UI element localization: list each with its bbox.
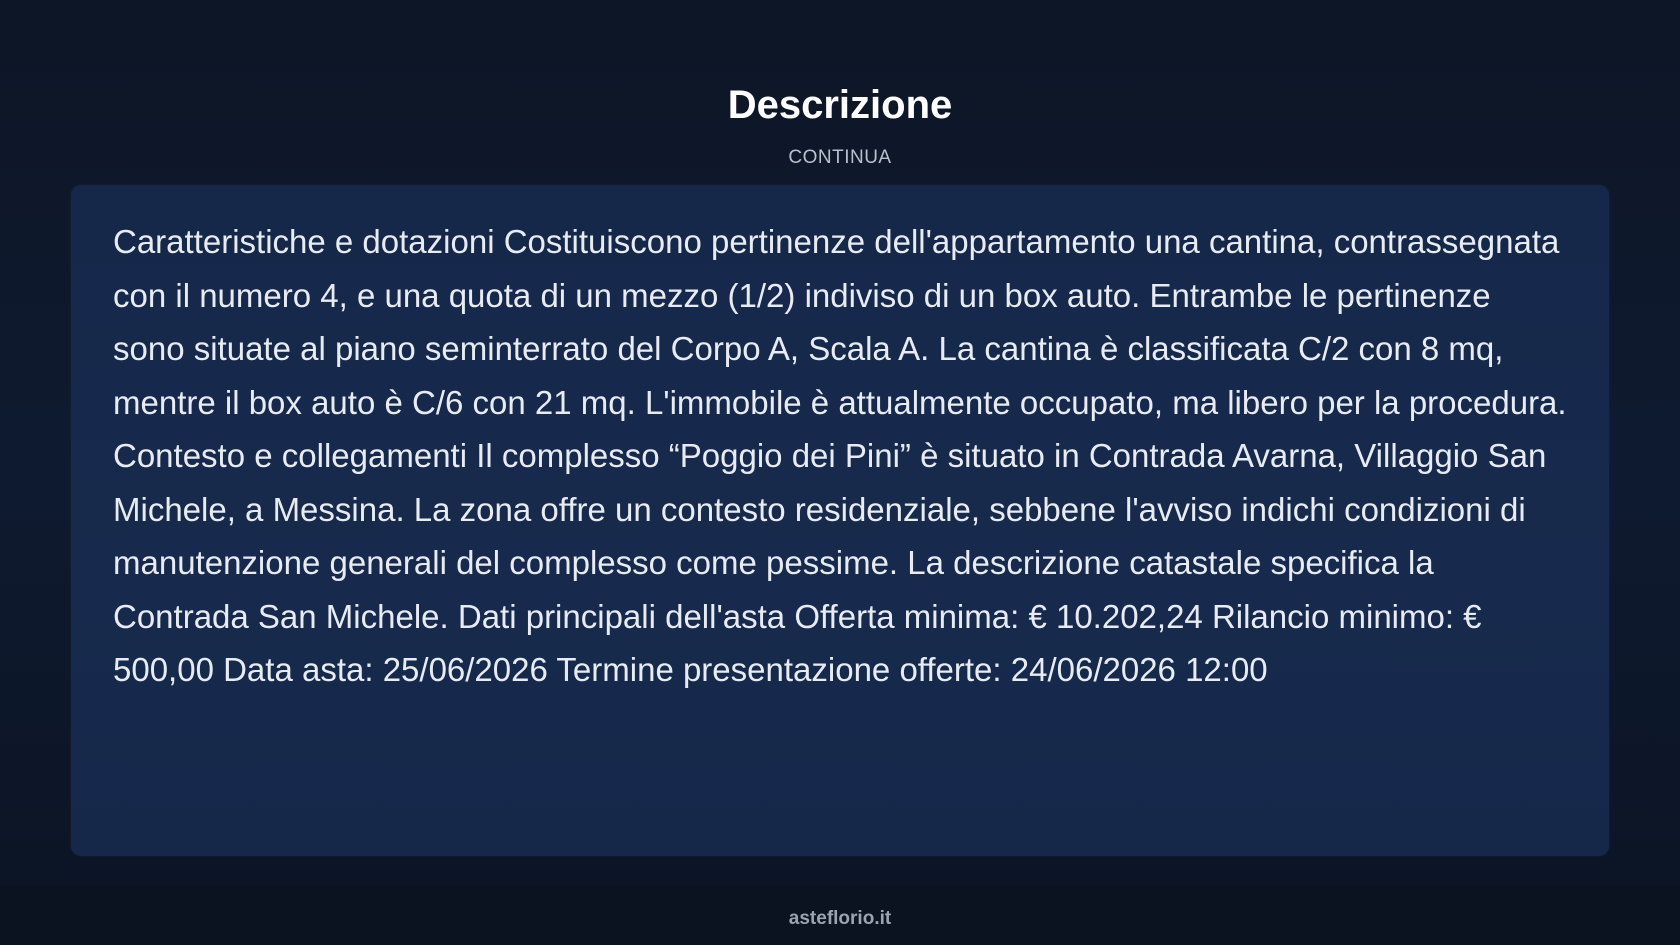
continue-link[interactable]: CONTINUA [788, 147, 892, 168]
description-card [71, 185, 1609, 856]
footer-site-name: asteflorio.it [788, 908, 892, 929]
header [0, 78, 1680, 170]
page-title: Descrizione [727, 83, 953, 127]
description-text: Caratteristiche e dotazioni Costituiscono pertinenze dell'appartamento una cantina, contrassegnata con il numero 4, e una quota di un mezzo (1/2) indiviso di un box auto. Entrambe le pertinenze sono situate al piano seminterrato del Corpo A, Scala A. La cantina è classificata C/2 con 8 mq, mentre il box auto è C/6 con 21 mq. L'immobile è attualmente occupato, ma libero per la procedura. Contesto e collegamenti Il complesso “Poggio dei Pini” è situato in Contrada Avarna, Villaggio San Michele, a Messina. La zona offre un contesto residenziale, sebbene l'avviso indichi condizioni di manutenzione generali del complesso come pessime. La descrizione catastale specifica la Contrada San Michele. Dati principali dell'asta Offerta minima: € 10.202,24 Rilancio minimo: € 500,00 Data asta: 25/06/2026 Termine presentazione offerte: 24/06/2026 12:00 [113, 223, 1567, 688]
footer [0, 885, 1680, 945]
